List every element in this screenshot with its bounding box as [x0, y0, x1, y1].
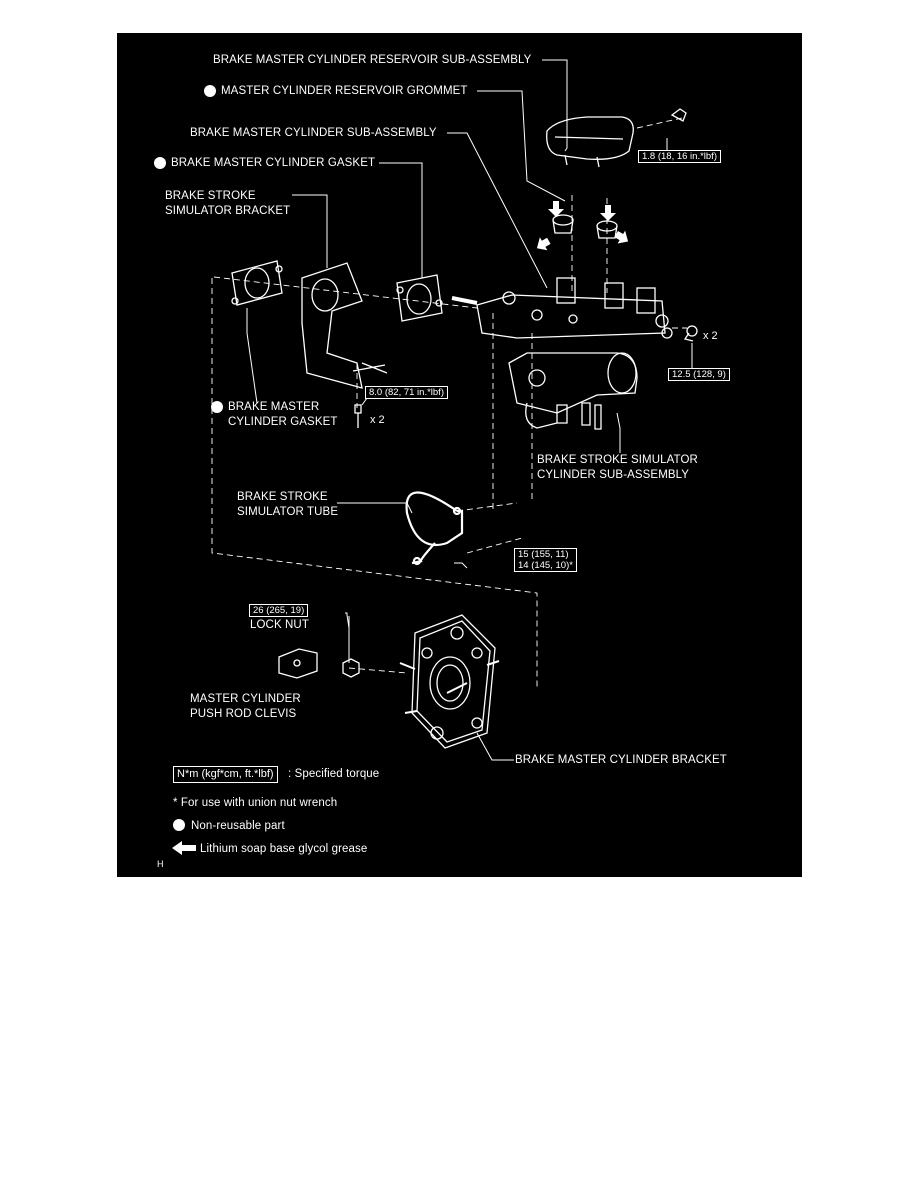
quantity-nuts: x 2: [703, 330, 718, 342]
legend-torque-text: : Specified torque: [288, 768, 380, 780]
torque-tube-nut-1: 15 (155, 11): [518, 549, 569, 560]
label-simulator-cylinder-line2: CYLINDER SUB-ASSEMBLY: [537, 469, 690, 481]
label-gasket-lower-line1: BRAKE MASTER: [228, 401, 320, 413]
dot-grommet: [204, 85, 216, 97]
legend-union-note: * For use with union nut wrench: [173, 797, 338, 809]
label-simulator-cylinder-line1: BRAKE STROKE SIMULATOR: [537, 454, 698, 466]
simulator-tube-shape: [407, 492, 462, 564]
label-gasket-top: BRAKE MASTER CYLINDER GASKET: [171, 157, 376, 169]
label-simulator-bracket-line2: SIMULATOR BRACKET: [165, 205, 291, 217]
master-cylinder-shape: [452, 278, 697, 341]
legend-dot: [173, 819, 185, 831]
legend-arrow: [172, 841, 196, 855]
gaskets-bracket: [232, 261, 442, 388]
corner-mark: H: [157, 859, 164, 869]
torque-leaders: [349, 138, 692, 663]
dot-gasket-lower: [211, 401, 223, 413]
exploded-parts-diagram: [117, 33, 802, 877]
legend-torque-box: N*m (kgf*cm, ft.*lbf): [173, 766, 278, 783]
label-clevis-line2: PUSH ROD CLEVIS: [190, 708, 297, 720]
label-master-cylinder-bracket: BRAKE MASTER CYLINDER BRACKET: [515, 754, 727, 766]
torque-reservoir-screw: 1.8 (18, 16 in.*lbf): [638, 150, 721, 163]
label-gasket-lower-line2: CYLINDER GASKET: [228, 416, 338, 428]
label-reservoir-sub-assembly: BRAKE MASTER CYLINDER RESERVOIR SUB-ASSEMBLY: [213, 54, 532, 66]
label-simulator-bracket-line1: BRAKE STROKE: [165, 190, 256, 202]
dot-gasket-top: [154, 157, 166, 169]
clevis-shape: [279, 649, 317, 678]
label-simulator-tube-line2: SIMULATOR TUBE: [237, 506, 339, 518]
label-clevis-line1: MASTER CYLINDER: [190, 693, 301, 705]
torque-tube-nut-2: 14 (145, 10)*: [518, 560, 573, 571]
bolts: [355, 328, 672, 428]
legend-grease: Lithium soap base glycol grease: [200, 843, 368, 855]
torque-bracket-nut: 12.5 (128, 9): [668, 368, 730, 381]
master-cylinder-bracket-shape: [400, 615, 499, 748]
label-lock-nut: LOCK NUT: [250, 619, 309, 631]
label-simulator-tube-line1: BRAKE STROKE: [237, 491, 328, 503]
legend-non-reusable: Non-reusable part: [191, 820, 285, 832]
torque-lock-nut: 26 (265, 19): [249, 604, 308, 617]
label-master-cylinder-sub-assembly: BRAKE MASTER CYLINDER SUB-ASSEMBLY: [190, 127, 437, 139]
quantity-bolts: x 2: [370, 414, 385, 426]
label-reservoir-grommet: MASTER CYLINDER RESERVOIR GROMMET: [221, 85, 468, 97]
torque-tube-nut: [514, 548, 577, 572]
torque-bracket-bolt: 8.0 (82, 71 in.*lbf): [365, 386, 448, 399]
